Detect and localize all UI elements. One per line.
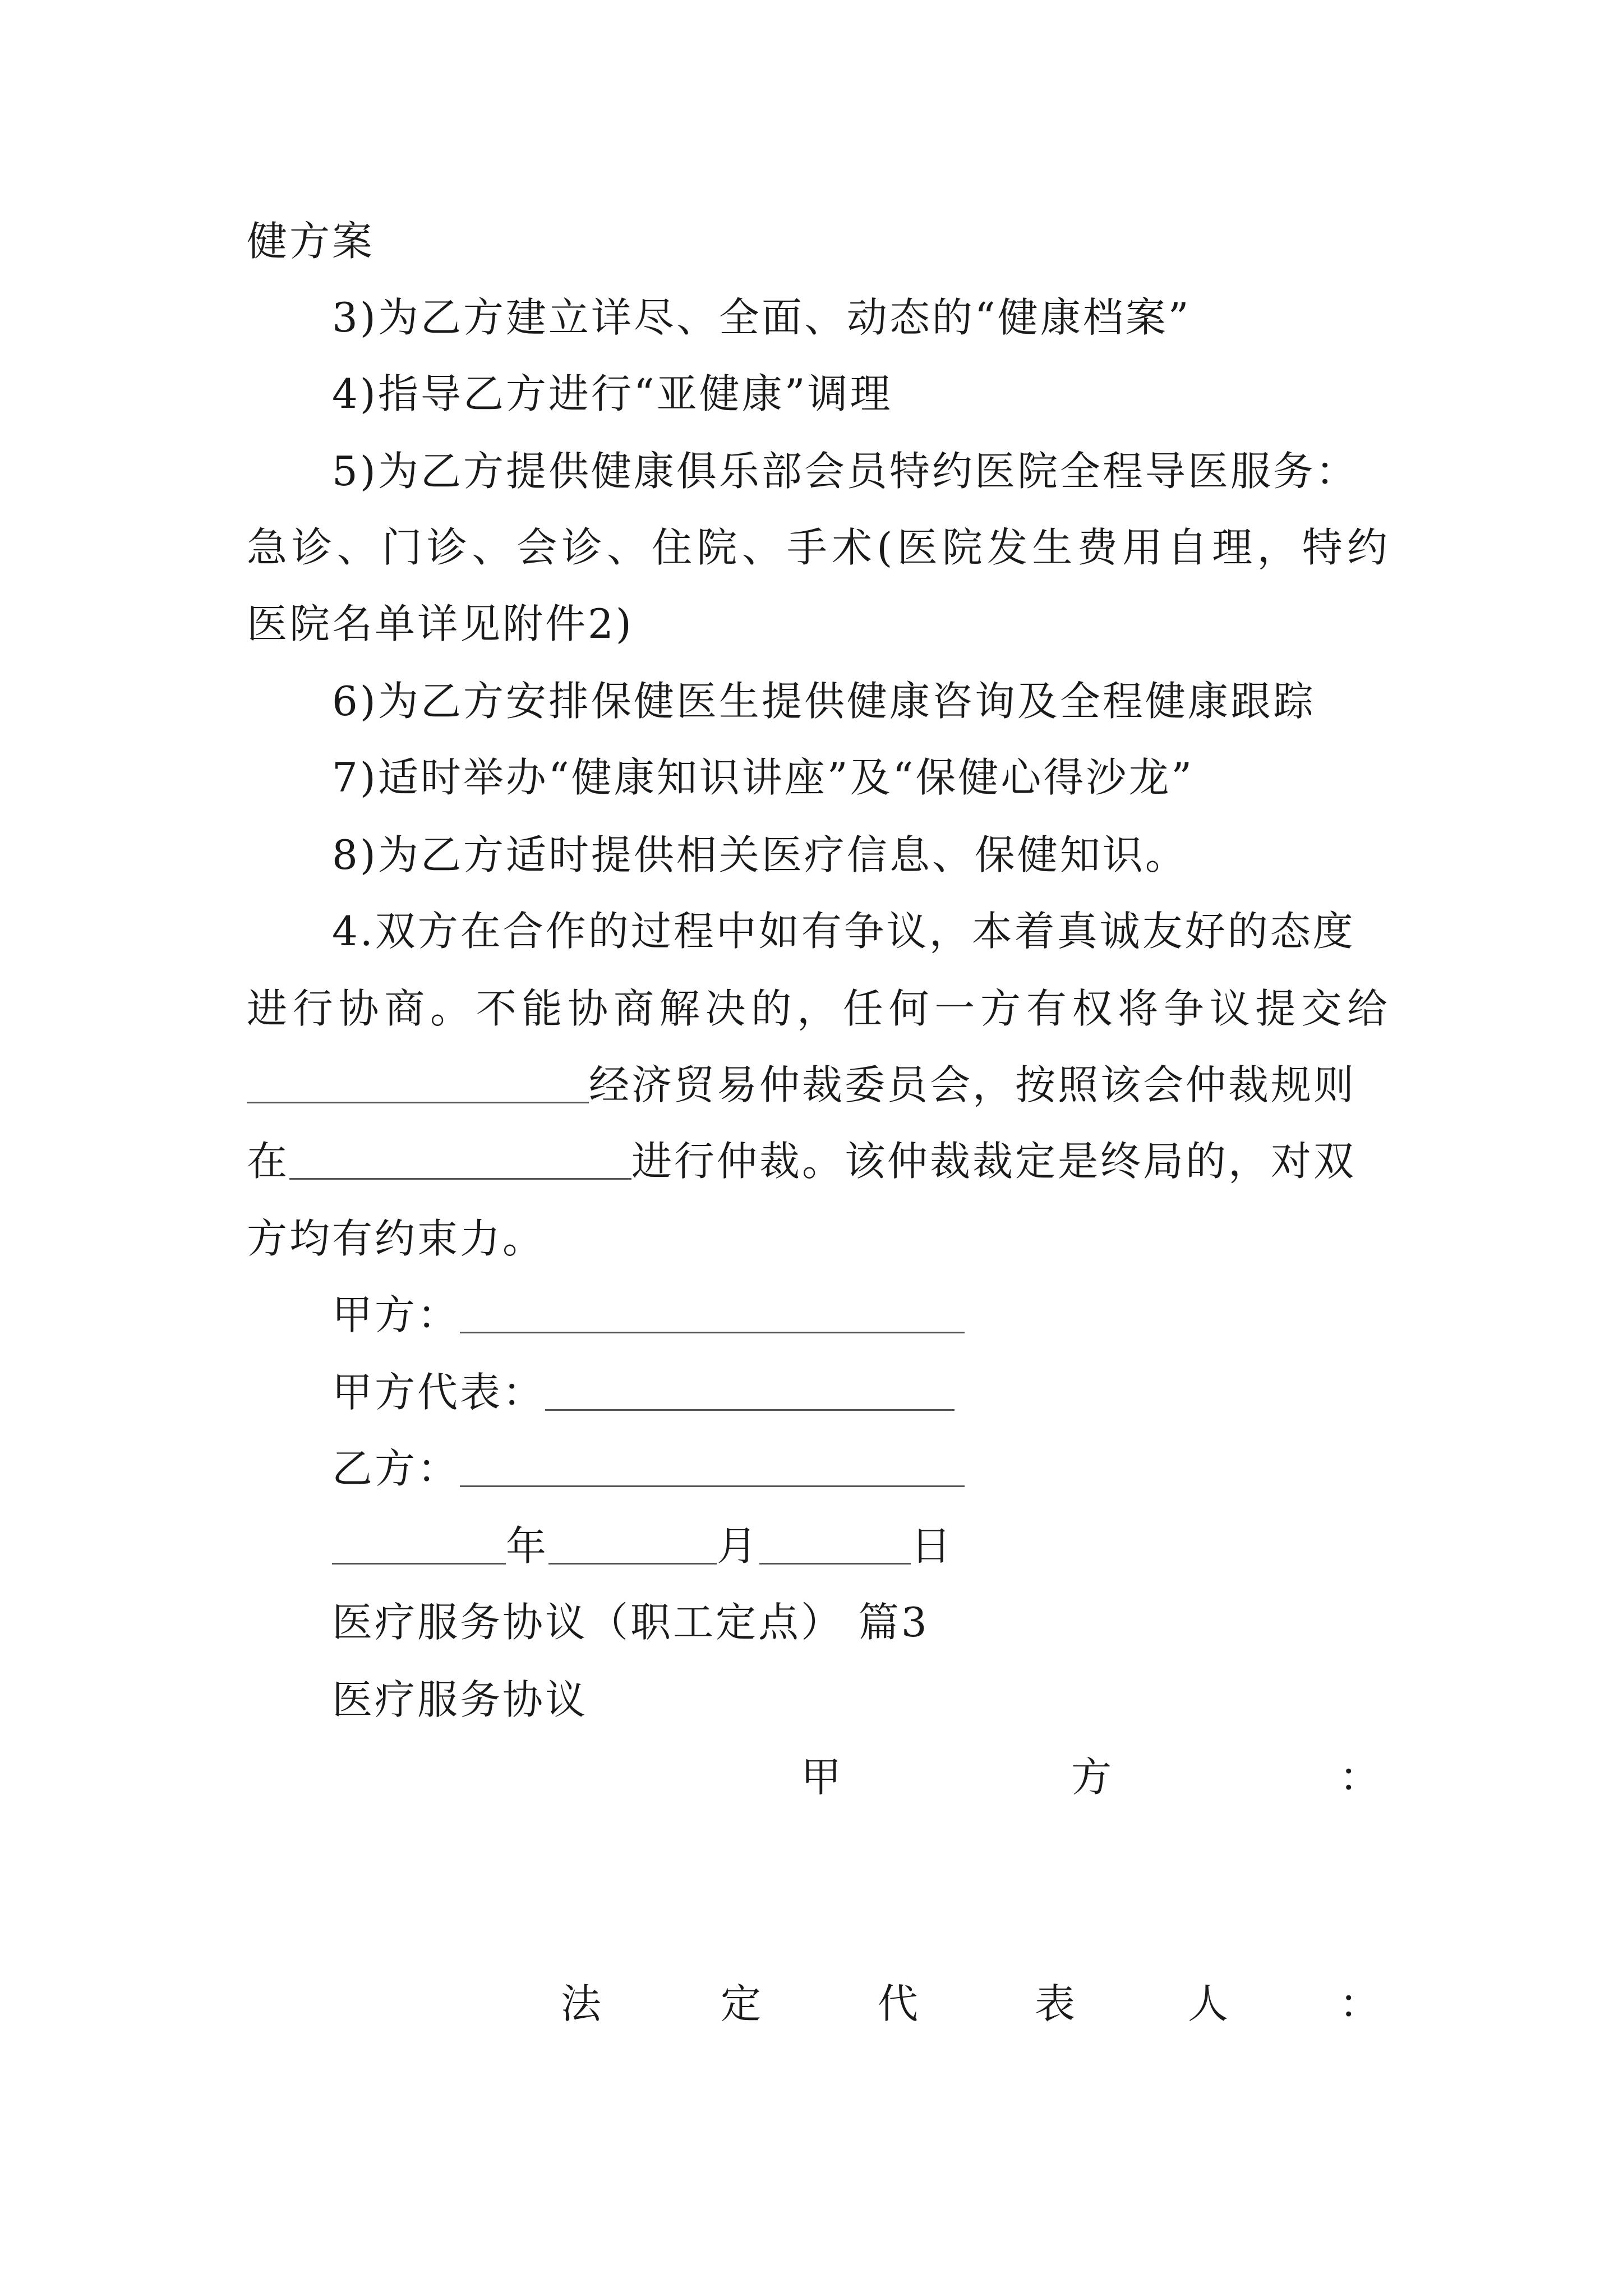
year-blank[interactable] <box>332 1524 506 1565</box>
arbitration-place-prefix: 在 <box>247 1138 290 1185</box>
spaced-char: ： <box>1339 1980 1380 2027</box>
spaced-char: 定 <box>721 1980 762 2027</box>
party-b-row <box>332 1441 965 1497</box>
section-title: 医疗服务协议（职工定点） 篇3 <box>332 1599 929 1646</box>
arbitration-result-text: 进行仲裁。该仲裁裁定是终局的，对双 <box>631 1138 1357 1185</box>
paragraph-line: 健方案 <box>247 218 375 265</box>
day-blank[interactable] <box>759 1524 911 1565</box>
paragraph-line: 方均有约束力。 <box>247 1215 546 1262</box>
paragraph-line: 7)适时举办“健康知识讲座”及“保健心得沙龙” <box>332 754 1195 801</box>
spaced-char: 方 <box>1071 1754 1112 1801</box>
paragraph-line: 3)为乙方建立详尽、全面、动态的“健康档案” <box>332 294 1191 341</box>
spaced-char: 表 <box>1035 1980 1076 2027</box>
year-label: 年 <box>506 1522 549 1570</box>
spaced-char: 代 <box>878 1980 919 2027</box>
date-row <box>332 1518 953 1574</box>
paragraph-line: 8)为乙方适时提供相关医疗信息、保健知识。 <box>332 831 1188 878</box>
party-a-label: 甲方： <box>332 1291 460 1338</box>
paragraph-line: 医院名单详见附件2) <box>247 600 634 647</box>
paragraph-line: 5)为乙方提供健康俱乐部会员特约医院全程导医服务： <box>332 448 1358 495</box>
paragraph-line: 4)指导乙方进行“亚健康”调理 <box>332 370 893 417</box>
party-a-rep-label: 甲方代表： <box>332 1369 546 1416</box>
arbitration-line <box>247 1057 1356 1113</box>
party-a-rep-row <box>332 1364 955 1420</box>
party-b-label: 乙方： <box>332 1445 460 1492</box>
paragraph-line: 4.双方在合作的过程中如有争议，本着真诚友好的态度 <box>332 908 1355 955</box>
paragraph-line: 进行协商。不能协商解决的，任何一方有权将争议提交给 <box>247 985 1387 1032</box>
agreement-title: 医疗服务协议 <box>332 1676 588 1723</box>
spaced-char: 人 <box>1188 1980 1229 2027</box>
paragraph-line: 急诊、门诊、会诊、住院、手术(医院发生费用自理，特约 <box>247 524 1387 571</box>
party-a-rep-blank[interactable] <box>545 1370 955 1411</box>
party-a-blank[interactable] <box>460 1292 965 1333</box>
month-blank[interactable] <box>548 1524 717 1565</box>
paragraph-line: 6)为乙方安排保健医生提供健康咨询及全程健康跟踪 <box>332 678 1316 725</box>
arbitration-place-blank[interactable] <box>289 1139 631 1180</box>
party-a-row <box>332 1287 965 1343</box>
spaced-char: 甲 <box>801 1754 842 1801</box>
spaced-char: ： <box>1339 1754 1380 1801</box>
arbitration-text: 经济贸易仲裁委员会，按照该会仲裁规则 <box>589 1061 1357 1108</box>
party-b-blank[interactable] <box>460 1446 965 1487</box>
day-label: 日 <box>911 1522 954 1570</box>
spaced-char: 法 <box>561 1980 602 2027</box>
arbitration-org-blank[interactable] <box>247 1062 589 1103</box>
month-label: 月 <box>717 1522 760 1570</box>
arbitration-place-line <box>247 1133 1356 1189</box>
